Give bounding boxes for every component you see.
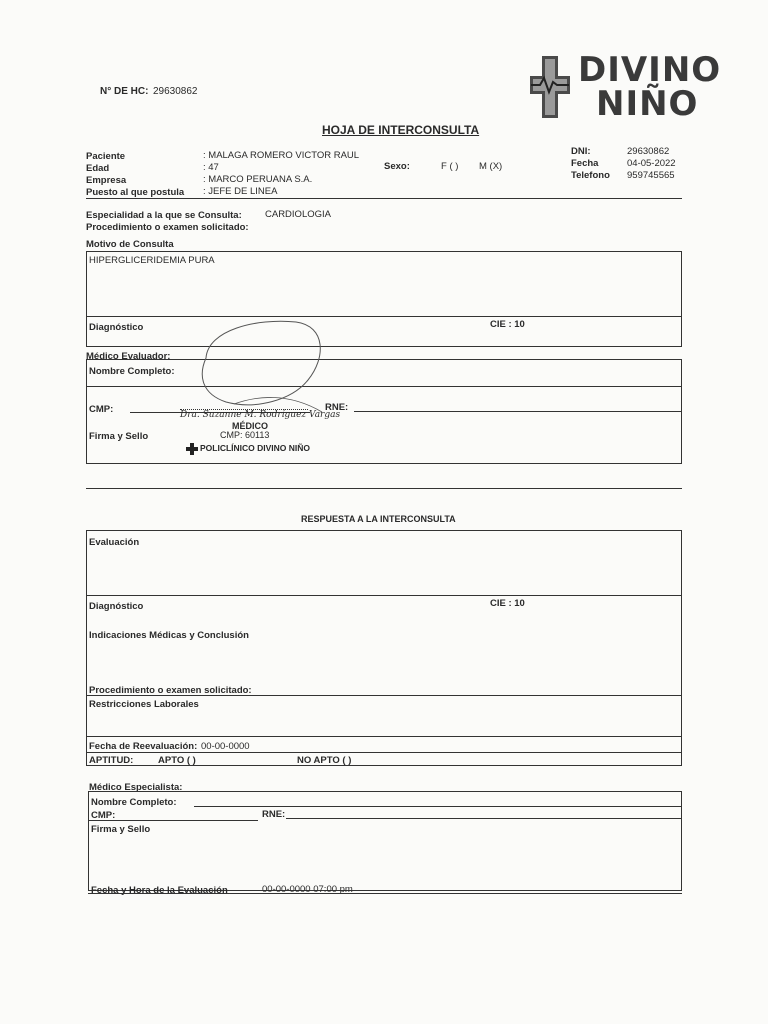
rne-line <box>354 411 682 412</box>
hc-label: N° DE HC: <box>100 86 149 97</box>
fecha-reevaluacion-value: 00-00-0000 <box>201 741 250 752</box>
no-apto-option: NO APTO ( ) <box>297 755 352 766</box>
empresa-label: Empresa <box>86 175 127 186</box>
dni-value: 29630862 <box>627 146 670 157</box>
firma-sello-label: Firma y Sello <box>89 431 149 442</box>
stamp-role: MÉDICO <box>232 421 268 431</box>
divino-nino-logo-cross-icon <box>528 54 572 120</box>
divider <box>86 695 682 696</box>
sexo-label: Sexo: <box>384 161 410 172</box>
procedimiento-label: Procedimiento o examen solicitado: <box>86 222 249 233</box>
logo-text-line1: DIVINO <box>578 50 722 90</box>
fecha-reevaluacion-label: Fecha de Reevaluación: <box>89 741 198 752</box>
stamp-cmp: CMP: 60113 <box>220 430 270 440</box>
evaluacion-label: Evaluación <box>89 537 140 548</box>
motivo-label: Motivo de Consulta <box>86 239 174 250</box>
nombre-completo-especialista-label: Nombre Completo: <box>91 797 177 808</box>
rne-label: RNE: <box>325 402 349 413</box>
divider <box>86 736 682 737</box>
telefono-value: 959745565 <box>627 170 675 181</box>
stamp-clinic: POLICLÍNICO DIVINO NIÑO <box>200 443 311 453</box>
rne-line <box>286 818 682 819</box>
diagnostico-label: Diagnóstico <box>89 322 144 333</box>
edad-value: : 47 <box>203 162 219 173</box>
cmp-label: CMP: <box>89 404 114 415</box>
aptitud-label: APTITUD: <box>89 755 134 766</box>
fecha-label: Fecha <box>571 158 599 169</box>
diagnostico-respuesta-label: Diagnóstico <box>89 601 144 612</box>
stamp-name: Dra. Suzanne M. Rodríguez Vargas <box>180 410 341 420</box>
respuesta-title: RESPUESTA A LA INTERCONSULTA <box>301 514 456 524</box>
dni-label: DNI: <box>571 146 591 157</box>
divider <box>86 752 682 753</box>
divider <box>86 316 682 317</box>
cmp-line <box>88 820 258 821</box>
rne-especialista-label: RNE: <box>262 809 286 820</box>
especialidad-label: Especialidad a la que se Consulta: <box>86 210 242 221</box>
divider <box>88 893 682 894</box>
apto-option: APTO ( ) <box>158 755 196 766</box>
nombre-line <box>194 806 682 807</box>
firma-sello-especialista-label: Firma y Sello <box>91 824 151 835</box>
procedimiento-respuesta-label: Procedimiento o examen solicitado: <box>89 685 252 696</box>
paciente-value: : MALAGA ROMERO VICTOR RAUL <box>203 150 360 161</box>
respuesta-box <box>86 530 682 766</box>
fecha-hora-evaluacion-value: 00-00-0000 07:00 pm <box>262 884 353 895</box>
section-divider <box>86 488 682 489</box>
puesto-label: Puesto al que postula <box>86 187 185 198</box>
nombre-completo-label: Nombre Completo: <box>89 366 175 377</box>
medico-especialista-label: Médico Especialista: <box>89 782 183 793</box>
restricciones-label: Restricciones Laborales <box>89 699 199 710</box>
cie-respuesta-label: CIE : 10 <box>490 598 525 609</box>
divider <box>86 198 682 199</box>
indicaciones-label: Indicaciones Médicas y Conclusión <box>89 630 249 641</box>
cie-label: CIE : 10 <box>490 319 525 330</box>
document-title: HOJA DE INTERCONSULTA <box>322 123 480 137</box>
divider <box>86 386 682 387</box>
motivo-value: HIPERGLICERIDEMIA PURA <box>89 255 215 266</box>
sexo-f-option: F ( ) <box>441 161 459 172</box>
edad-label: Edad <box>86 163 110 174</box>
empresa-value: : MARCO PERUANA S.A. <box>203 174 313 185</box>
puesto-value: : JEFE DE LINEA <box>203 186 278 197</box>
cmp-especialista-label: CMP: <box>91 810 116 821</box>
sexo-m-option: M (X) <box>479 161 503 172</box>
fecha-value: 04-05-2022 <box>627 158 676 169</box>
medico-evaluador-label: Médico Evaluador: <box>86 351 171 362</box>
paciente-label: Paciente <box>86 151 126 162</box>
logo-text-line2: NIÑO <box>596 84 699 124</box>
hc-value: 29630862 <box>153 86 198 97</box>
signature-icon <box>196 318 328 414</box>
telefono-label: Telefono <box>571 170 610 181</box>
stamp-cross-icon <box>186 442 198 454</box>
especialidad-value: CARDIOLOGIA <box>265 209 331 220</box>
divider <box>86 595 682 596</box>
fecha-hora-evaluacion-label: Fecha y Hora de la Evaluación <box>91 885 228 896</box>
